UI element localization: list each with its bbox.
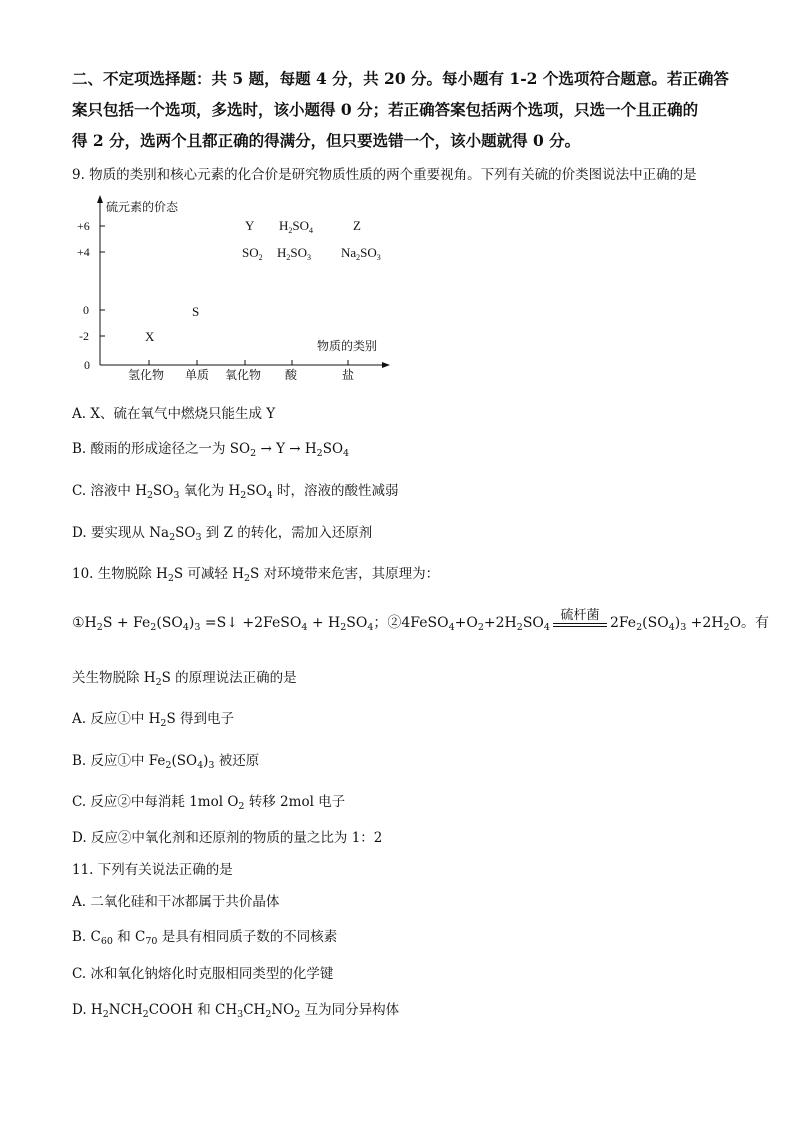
section-instructions-line2: 案只包括一个选项，多选时，该小题得 0 分；若正确答案包括两个选项，只选一个且正确的	[72, 100, 699, 119]
q11-option-c: C. 冰和氧化钠熔化时克服相同类型的化学键	[72, 966, 334, 982]
x-axis-arrow	[382, 362, 390, 368]
question-10-stem: 10. 生物脱除 $H_2S$ 可减轻 $H_2S$ 对环境带来危害，其原理为：	[72, 566, 440, 584]
x-category-label: 盐	[342, 368, 355, 382]
point-s: S	[192, 304, 200, 319]
catalyst-label: 硫杆菌	[560, 608, 600, 623]
q11-option-d: D. $H_2NCH_2COOH$ 和 $CH_3CH_2NO_2$ 互为同分异构体	[72, 1002, 400, 1020]
point-y: Y	[245, 218, 255, 233]
q10-reaction-equations: $①H_2S + Fe_2(SO_4)_3$ =S↓ +2FeSO$_4$ + $H_2SO_4$；$②4FeSO_4+O_2+2H_2SO_4$ 硫杆菌 $2Fe_2(SO_4)_3 +2H_2O$。有	[72, 612, 769, 632]
question-11-stem: 11. 下列有关说法正确的是	[72, 862, 233, 878]
point-x: X	[145, 329, 155, 344]
y-axis-arrow	[97, 195, 103, 203]
y-tick-label: -2	[79, 329, 89, 343]
point-z: Z	[353, 218, 361, 233]
x-category-label: 酸	[285, 368, 298, 382]
q10-stem-continued: 关生物脱除 $H_2S$ 的原理说法正确的是	[72, 670, 297, 688]
q11-option-b: B. $C_{60}$ 和 $C_{70}$ 是具有相同质子数的不同核素	[72, 929, 338, 947]
point-na2so3: $Na_2SO_3$	[341, 245, 381, 262]
point-h2so4: $H_2SO_4$	[279, 218, 314, 235]
point-so2: $SO_2$	[242, 245, 263, 262]
x-category-label: 氢化物	[128, 368, 165, 382]
q9-option-d: D. 要实现从 $Na_2SO_3$ 到 Z 的转化，需加入还原剂	[72, 525, 373, 543]
x-category-label: 单质	[185, 368, 210, 382]
q10-option-b: B. 反应①中 $Fe_2(SO_4)_3$ 被还原	[72, 753, 260, 771]
question-9-stem: 9. 物质的类别和核心元素的化合价是研究物质性质的两个重要视角。下列有关硫的价类图说法中正确的是	[72, 167, 697, 183]
section-instructions-line3: 得 2 分，选两个且都正确的得满分，但只要选错一个，该小题就得 0 分。	[72, 131, 581, 150]
catalyst-arrow	[553, 608, 607, 627]
q10-option-a: A. 反应①中 $H_2S$ 得到电子	[72, 711, 234, 729]
valence-category-diagram	[70, 193, 400, 383]
x-category-label: 氧化物	[225, 368, 262, 382]
q10-option-c: C. 反应②中每消耗 1mol $O_2$ 转移 2mol 电子	[72, 794, 346, 812]
origin-label: 0	[84, 358, 90, 372]
y-tick-label: +4	[77, 245, 90, 259]
q9-option-a: A. X、硫在氧气中燃烧只能生成 Y	[72, 406, 276, 422]
point-h2so3: $H_2SO_3$	[277, 245, 312, 262]
y-tick-label: 0	[83, 303, 89, 317]
q11-option-a: A. 二氧化硅和干冰都属于共价晶体	[72, 894, 280, 910]
q9-option-b: B. 酸雨的形成途径之一为 $SO_2 \to Y \to H_2SO_4$	[72, 441, 350, 459]
section-instructions-line1: 二、不定项选择题：共 5 题，每题 4 分，共 20 分。每小题有 1-2 个选项符合题意。若正确答	[72, 69, 729, 88]
q9-option-c: C. 溶液中 $H_2SO_3$ 氧化为 $H_2SO_4$ 时，溶液的酸性减弱	[72, 483, 399, 501]
y-axis-title: 硫元素的价态	[106, 200, 179, 214]
x-axis-title: 物质的类别	[317, 339, 378, 353]
y-tick-label: +6	[77, 219, 90, 233]
q10-option-d: D. 反应②中氧化剂和还原剂的物质的量之比为 1：2	[72, 830, 383, 846]
